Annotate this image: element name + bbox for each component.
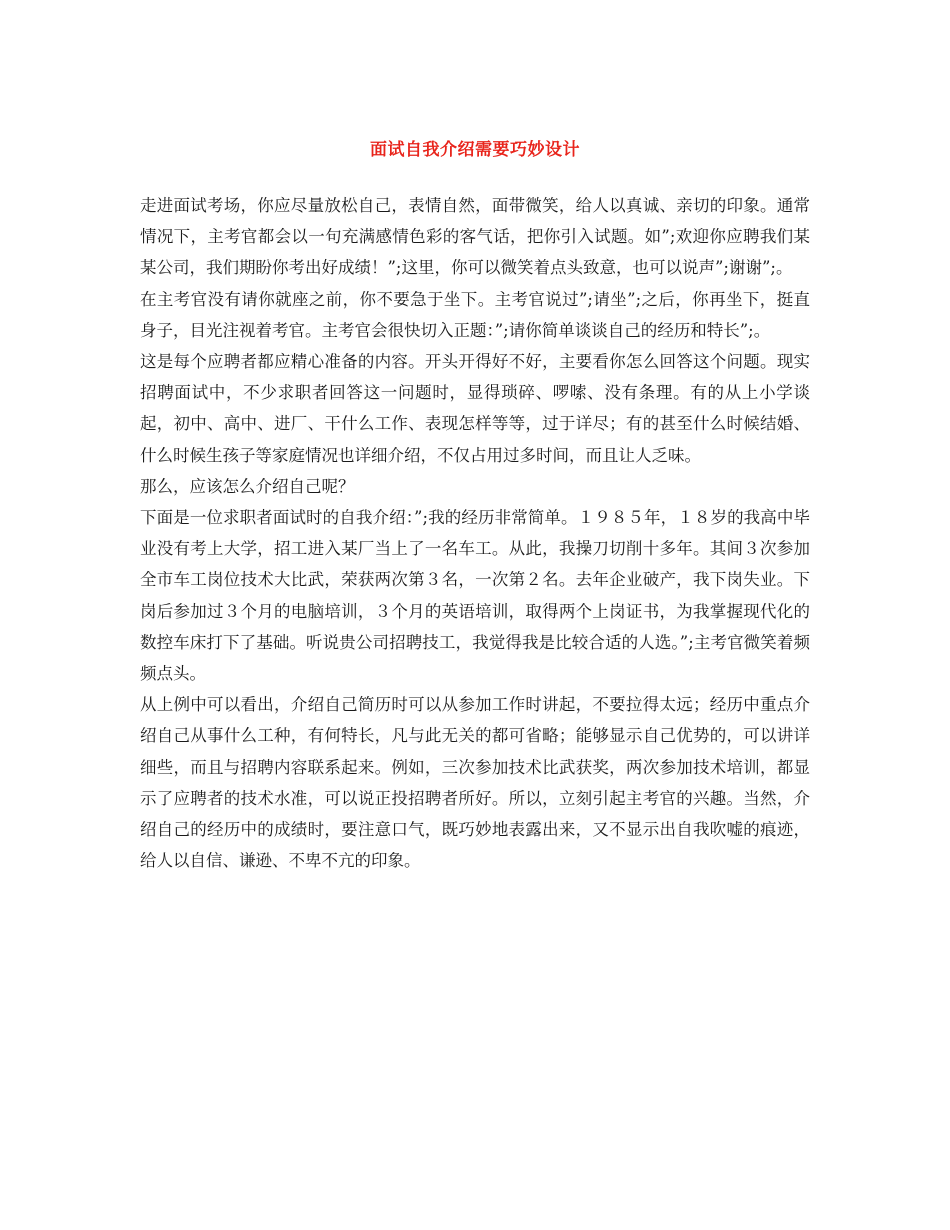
paragraph-4: 那么，应该怎么介绍自己呢？ — [140, 476, 355, 496]
paragraph-2: 在主考官没有请你就座之前，你不要急于坐下。主考官说过”;请坐”;之后，你再坐下，挺直身子，目光注视着考官。主考官会很快切入正题：”;请你简单谈谈自己的经历和特长”;。 — [140, 289, 810, 340]
paragraph-1: 走进面试考场，你应尽量放松自己，表情自然，面带微笑，给人以真诚、亲切的印象。通常情况下，主考官都会以一句充满感情色彩的客气话，把你引入试题。如”;欢迎你应聘我们某某公司，我们期盼你考出好成绩！”;这里，你可以微笑着点头致意，也可以说声”;谢谢”;。 — [140, 196, 810, 278]
paragraph-3: 这是每个应聘者都应精心准备的内容。开头开得好不好，主要看你怎么回答这个问题。现实招聘面试中，不少求职者回答这一问题时，显得琐碎、啰嗦、没有条理。有的从上小学谈起，初中、高中、进厂、干什么工作、表现怎样等等，过于详尽；有的甚至什么时候结婚、什么时候生孩子等家庭情况也详细介绍，不仅占用过多时间，而且让人乏味。 — [140, 352, 810, 465]
paragraph-5: 下面是一位求职者面试时的自我介绍：”;我的经历非常简单。１９８５年，１８岁的我高中毕业没有考上大学，招工进入某厂当上了一名车工。从此，我操刀切削十多年。其间３次参加全市车工岗位技术大比武，荣获两次第３名，一次第２名。去年企业破产，我下岗失业。下岗后参加过３个月的电脑培训，３个月的英语培训，取得两个上岗证书，为我掌握现代化的数控车床打下了基础。听说贵公司招聘技工，我觉得我是比较合适的人选。”;主考官微笑着频频点头。 — [140, 508, 810, 684]
document-title: 面试自我介绍需要巧妙设计 — [370, 140, 580, 161]
paragraph-6: 从上例中可以看出，介绍自己简历时可以从参加工作时讲起，不要拉得太远；经历中重点介绍自己从事什么工种，有何特长，凡与此无关的都可省略；能够显示自己优势的，可以讲详细些，而且与招聘内容联系起来。例如，三次参加技术比武获奖，两次参加技术培训，都显示了应聘者的技术水准，可以说正投招聘者所好。所以，立刻引起主考官的兴趣。当然，介绍自己的经历中的成绩时，要注意口气，既巧妙地表露出来，又不显示出自我吹嘘的痕迹，给人以自信、谦逊、不卑不亢的印象。 — [140, 695, 810, 871]
document-body — [140, 190, 810, 876]
